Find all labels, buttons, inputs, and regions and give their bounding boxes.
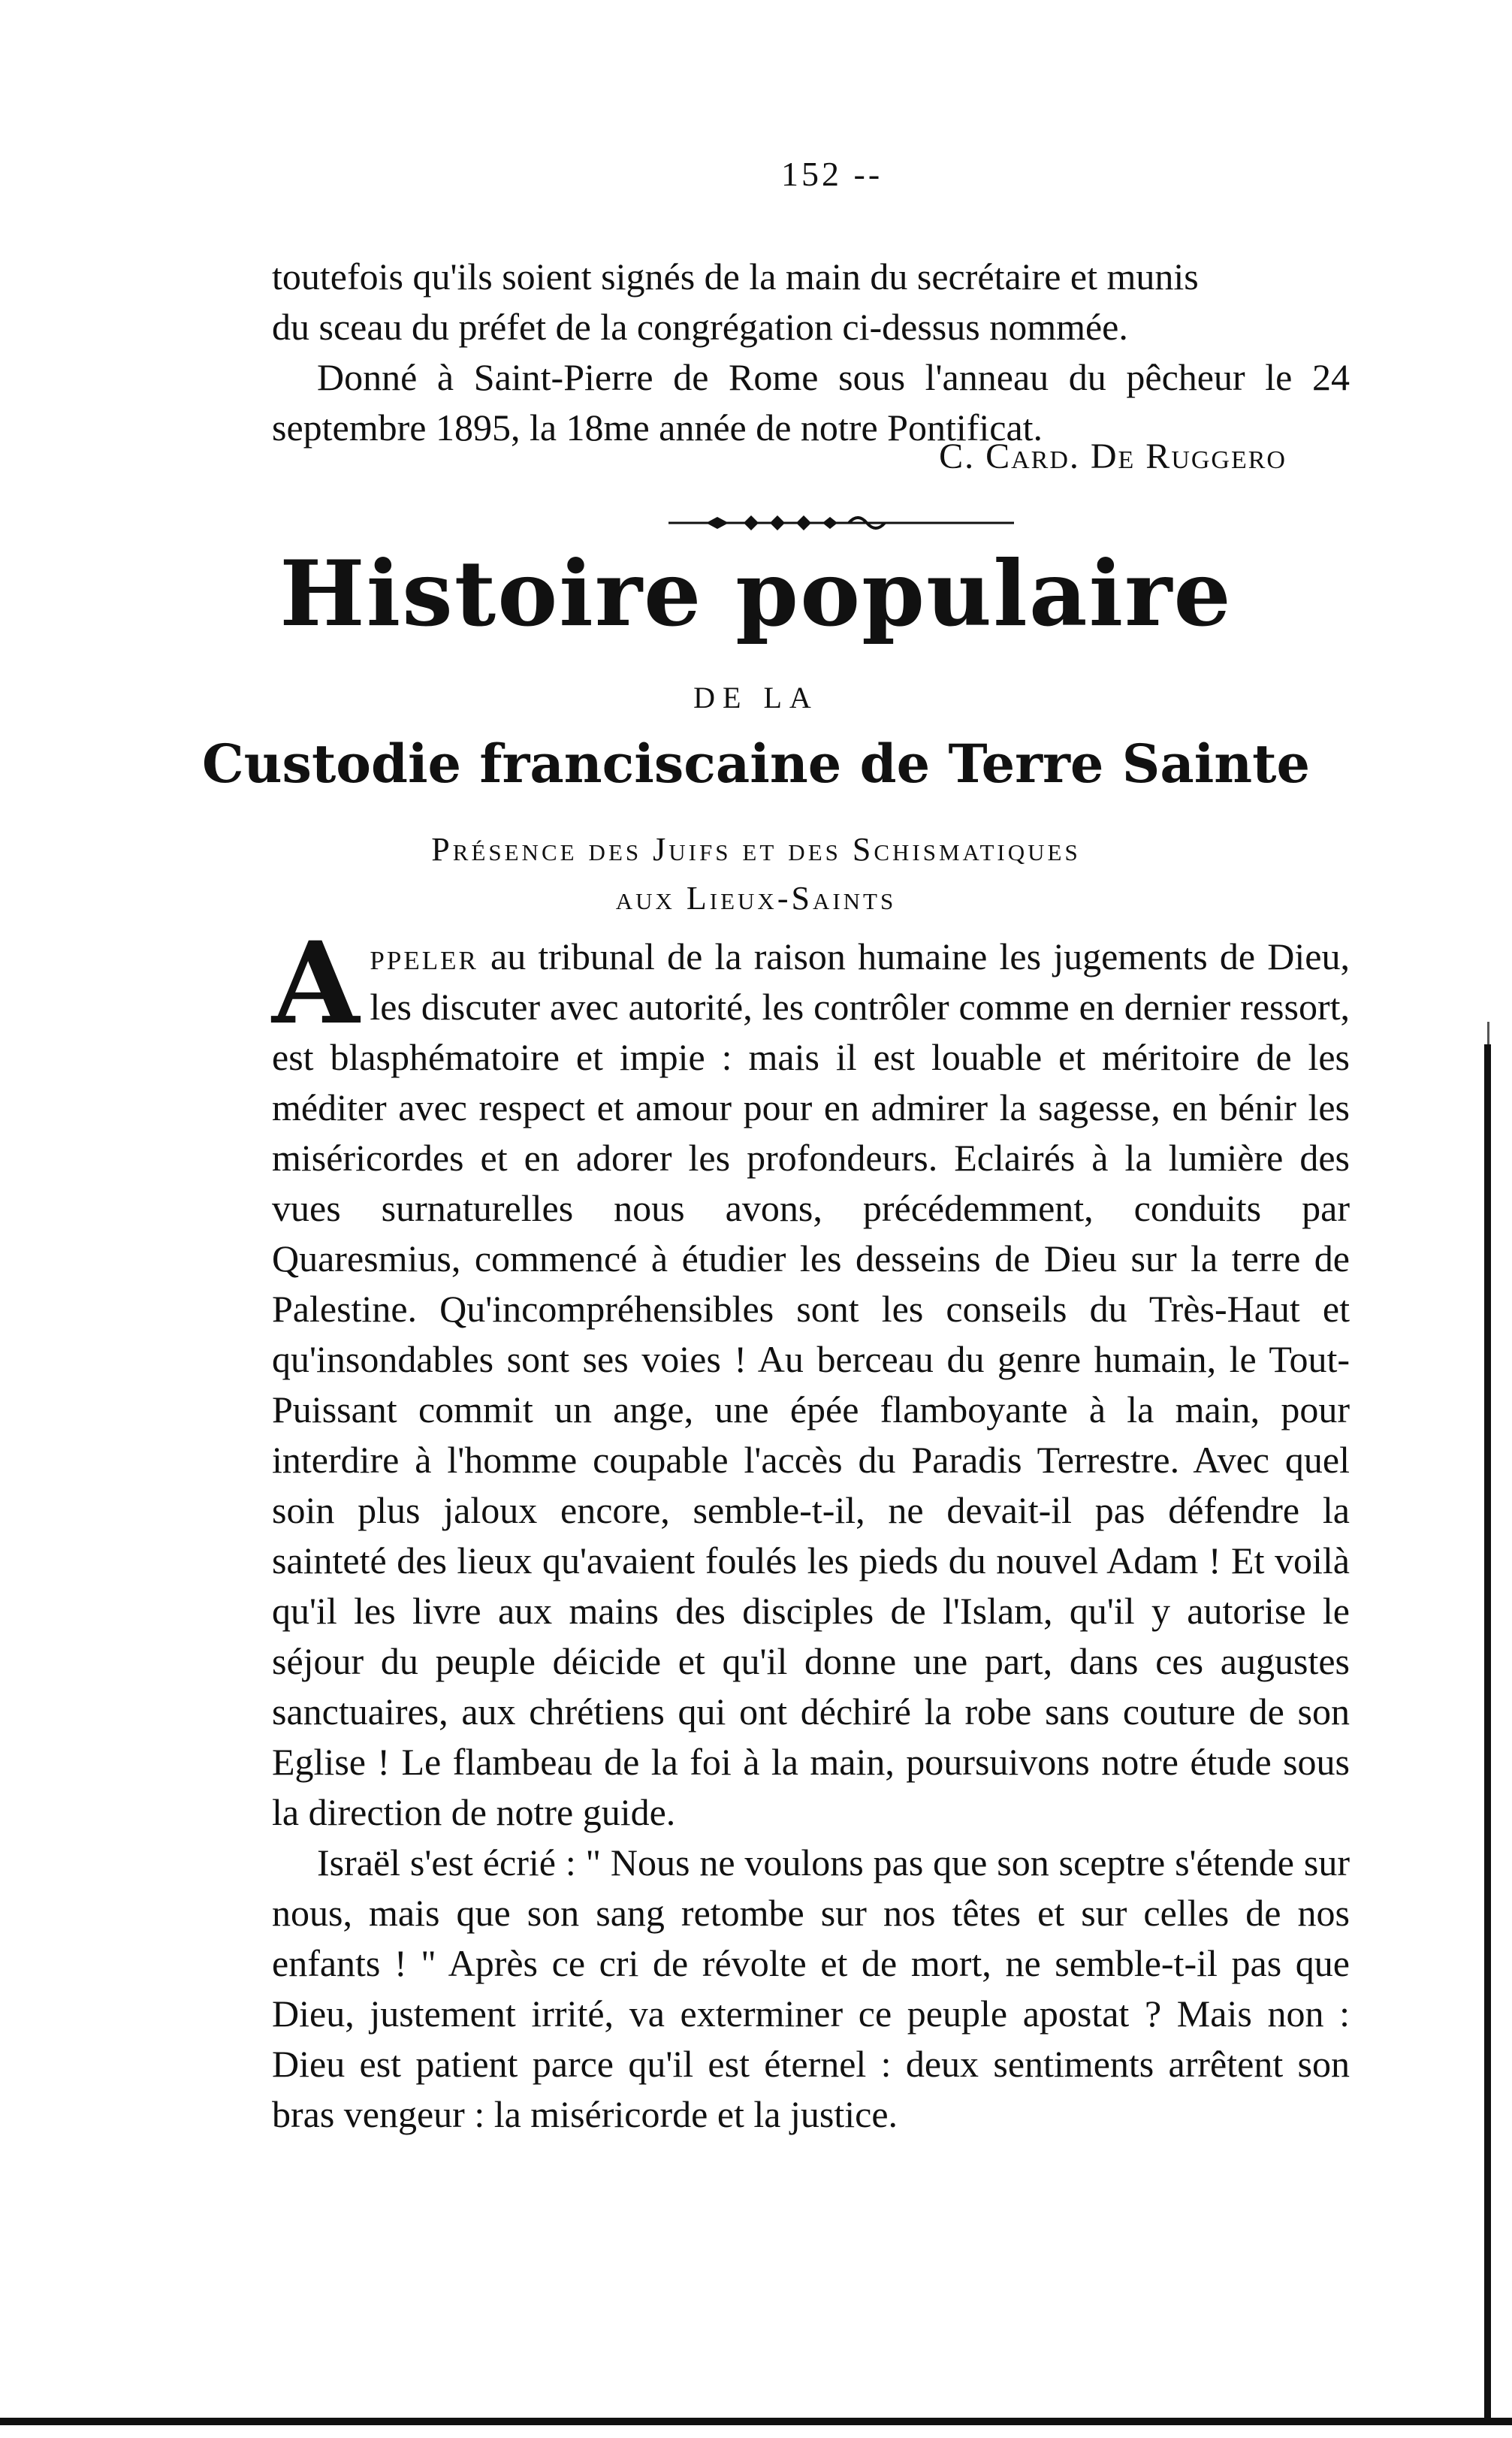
page-bottom-edge — [0, 2418, 1512, 2425]
subtitle-line-2: aux Lieux-Saints — [615, 880, 897, 917]
page-number: 152 -- — [781, 155, 883, 193]
drop-cap: A — [272, 917, 360, 1050]
main-title: Custodie franciscaine de Terre Sainte — [201, 733, 1311, 795]
paragraph-1-text: au tribunal de la raison humaine les jugements de Dieu, les discuter avec autorité, les contrôler comme en dernier ressort, est blasphématoire et impie : mais il est louable et méritoire de les méditer avec respect et amour pour en admirer la sagesse, en bénir les miséricordes et en adorer les profondeurs. Eclairés à la lumière des vues surnaturelles nous avons, précédemment, conduits par Quaresmius, commencé à étudier les desseins de Dieu sur la terre de Palestine. Qu'incompréhensibles sont les conseils du Très-Haut et qu'insondables sont ses voies ! Au berceau du genre humain, le Tout-Puissant commit un ange, une épée flamboyante à la main, pour interdire à l'homme coupable l'accès du Paradis Terrestre. Avec quel soin plus jaloux encore, semble-t-il, ne devait-il pas défendre la sainteté des lieux qu'avaient foulés les pieds du nouvel Adam ! Et voilà qu'il les livre aux mains des disciples de l'Islam, qu'il y autorise le séjour du peuple déicide et qu'il donne une part, dans ces augustes sanctuaires, aux chrétiens qui ont déchiré la robe sans couture de son Eglise ! Le flambeau de la foi à la main, poursuivons notre étude sous la direction de notre guide. — [272, 935, 1350, 1833]
subtitle-line-1: Présence des Juifs et des Schismatiques — [431, 831, 1081, 868]
ornament-divider — [661, 508, 1022, 538]
gothic-title: Histoire populaire — [279, 541, 1233, 647]
opening-line-2: du sceau du préfet de la congrégation ci-dessus nommée. — [272, 306, 1128, 348]
body-text — [272, 917, 1350, 2140]
signature: C. Card. De Ruggero — [939, 437, 1287, 476]
body-paragraph-1 — [272, 917, 1350, 1838]
lead-word: ppeler — [370, 935, 478, 977]
dating-paragraph: Donné à Saint-Pierre de Rome sous l'anneau du pêcheur le 24 septembre 1895, la 18me année de notre Pontificat. — [272, 356, 1350, 449]
opening-text — [272, 252, 1350, 453]
de-la-label: DE LA — [693, 681, 819, 714]
page-edge-shadow — [1484, 1044, 1491, 2423]
page-edge-mark — [1487, 1022, 1489, 1044]
body-paragraph-2: Israël s'est écrié : " Nous ne voulons pas que son sceptre s'étende sur nous, mais que son sang retombe sur nos têtes et sur celles de nos enfants ! " Après ce cri de révolte et de mort, ne semble-t-il pas que Dieu, justement irrité, va exterminer ce peuple apostat ? Mais non : Dieu est patient parce qu'il est éternel : deux sentiments arrêtent son bras vengeur : la miséricorde et la justice. — [272, 1841, 1350, 2135]
opening-line-1: toutefois qu'ils soient signés de la main du secrétaire et munis — [272, 255, 1199, 298]
